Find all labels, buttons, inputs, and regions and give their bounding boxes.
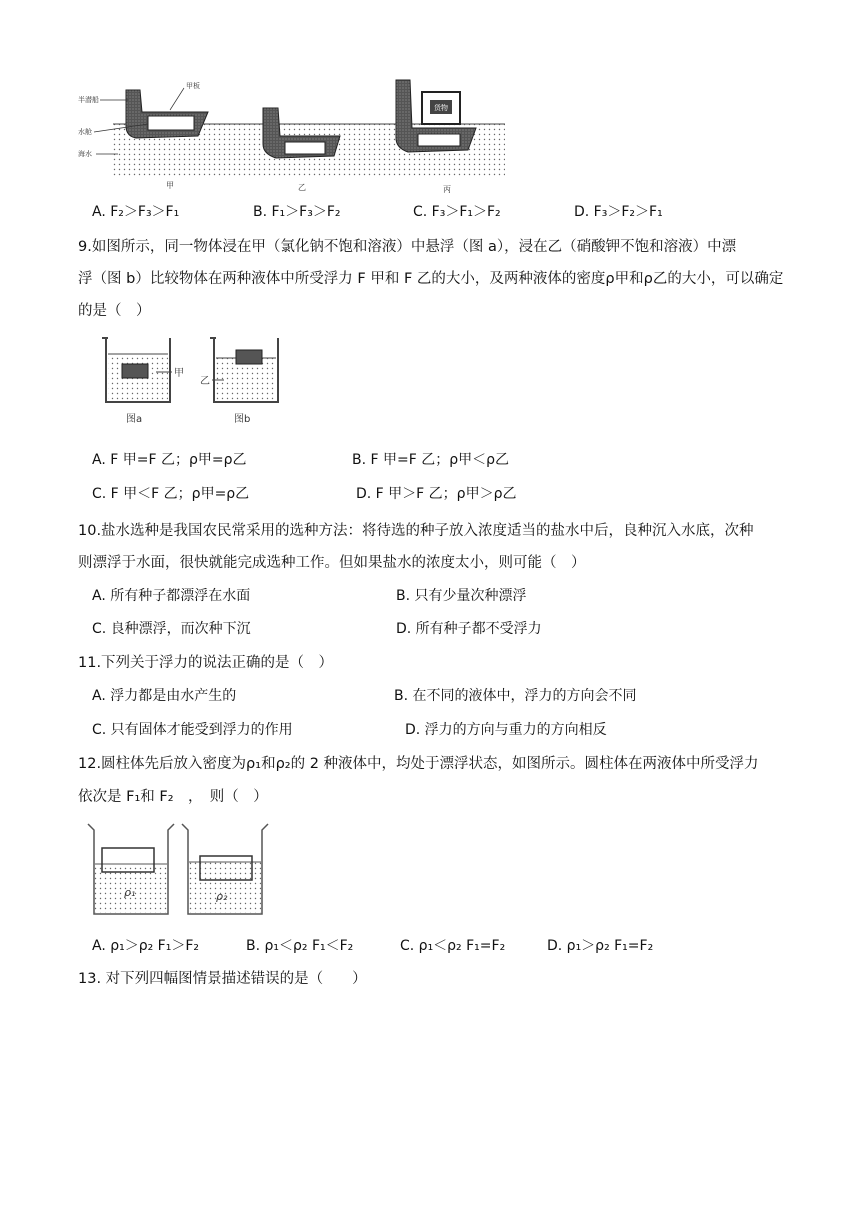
- q8-option-b[interactable]: B. F₁＞F₃＞F₂: [253, 204, 341, 220]
- q10-stem-line-1: 10.盐水选种是我国农民常采用的选种方法：将待选的种子放入浓度适当的盐水中后，良种沉入水底，次种: [78, 523, 754, 539]
- q9-stem-line-3: 的是（ ）: [78, 303, 151, 319]
- q10-stem-line-2: 则漂浮于水面，很快就能完成选种工作。但如果盐水的浓度太小，则可能（ ）: [78, 555, 586, 571]
- q11-stem-line-1: 11.下列关于浮力的说法正确的是（ ）: [78, 655, 334, 671]
- svg-text:ρ₂: ρ₂: [216, 890, 228, 903]
- svg-text:甲: 甲: [174, 368, 184, 379]
- q9-option-c[interactable]: C. F 甲＜F 乙；ρ甲=ρ乙: [92, 486, 250, 502]
- q11-option-b[interactable]: B. 在不同的液体中，浮力的方向会不同: [394, 688, 637, 704]
- svg-text:海水: 海水: [78, 150, 92, 158]
- q11-option-c[interactable]: C. 只有固体才能受到浮力的作用: [92, 722, 293, 738]
- q12-option-c[interactable]: C. ρ₁＜ρ₂ F₁=F₂: [400, 938, 506, 954]
- q9-stem-line-2: 浮（图 b）比较物体在两种液体中所受浮力 F 甲和 F 乙的大小，及两种液体的密度ρ甲和ρ乙的大小，可以确定: [78, 271, 784, 287]
- q9-option-a[interactable]: A. F 甲=F 乙；ρ甲=ρ乙: [92, 452, 247, 468]
- q10-option-d[interactable]: D. 所有种子都不受浮力: [396, 621, 542, 637]
- svg-text:水舱: 水舱: [78, 128, 92, 136]
- svg-text:甲板: 甲板: [186, 82, 200, 90]
- q8-option-d[interactable]: D. F₃＞F₂＞F₁: [574, 204, 663, 220]
- q12-option-b[interactable]: B. ρ₁＜ρ₂ F₁＜F₂: [246, 938, 354, 954]
- q9-option-b[interactable]: B. F 甲=F 乙；ρ甲＜ρ乙: [352, 452, 510, 468]
- q12-option-d[interactable]: D. ρ₁＞ρ₂ F₁=F₂: [547, 938, 654, 954]
- svg-text:ρ₁: ρ₁: [124, 886, 136, 899]
- q12-stem-line-2: 依次是 F₁和 F₂ ， 则（ ）: [78, 789, 268, 805]
- q12-figure: [84, 822, 274, 920]
- object-a: [122, 364, 148, 378]
- ship-jia: [126, 90, 208, 138]
- svg-text:半潜船: 半潜船: [78, 96, 99, 104]
- q9-stem-line-1: 9.如图所示，同一物体浸在甲（氯化钠不饱和溶液）中悬浮（图 a），浸在乙（硝酸钾不饱和溶液）中漂: [78, 239, 737, 255]
- q8-option-a[interactable]: A. F₂＞F₃＞F₁: [92, 204, 180, 220]
- svg-text:乙: 乙: [298, 183, 306, 192]
- q9-option-d[interactable]: D. F 甲＞F 乙；ρ甲＞ρ乙: [356, 486, 517, 502]
- q11-option-d[interactable]: D. 浮力的方向与重力的方向相反: [405, 722, 607, 738]
- q12-stem-line-1: 12.圆柱体先后放入密度为ρ₁和ρ₂的 2 种液体中，均处于漂浮状态，如图所示。圆柱体在两液体中所受浮力: [78, 756, 759, 772]
- q11-option-a[interactable]: A. 浮力都是由水产生的: [92, 688, 237, 704]
- svg-text:货物: 货物: [434, 104, 448, 112]
- q12-option-a[interactable]: A. ρ₁＞ρ₂ F₁＞F₂: [92, 938, 200, 954]
- svg-text:甲: 甲: [166, 181, 174, 190]
- q8-option-c[interactable]: C. F₃＞F₁＞F₂: [413, 204, 501, 220]
- q10-option-c[interactable]: C. 良种漂浮，而次种下沉: [92, 621, 251, 637]
- q9-figure: [96, 332, 286, 428]
- q10-option-b[interactable]: B. 只有少量次种漂浮: [396, 588, 527, 604]
- q8-figure: [78, 78, 508, 200]
- svg-text:图a: 图a: [126, 414, 143, 425]
- q10-option-a[interactable]: A. 所有种子都漂浮在水面: [92, 588, 251, 604]
- svg-text:图b: 图b: [234, 414, 251, 425]
- svg-text:乙: 乙: [200, 376, 210, 387]
- svg-text:丙: 丙: [443, 185, 451, 194]
- object-b: [236, 350, 262, 364]
- q13-stem-line-1: 13. 对下列四幅图情景描述错误的是（ ）: [78, 971, 367, 987]
